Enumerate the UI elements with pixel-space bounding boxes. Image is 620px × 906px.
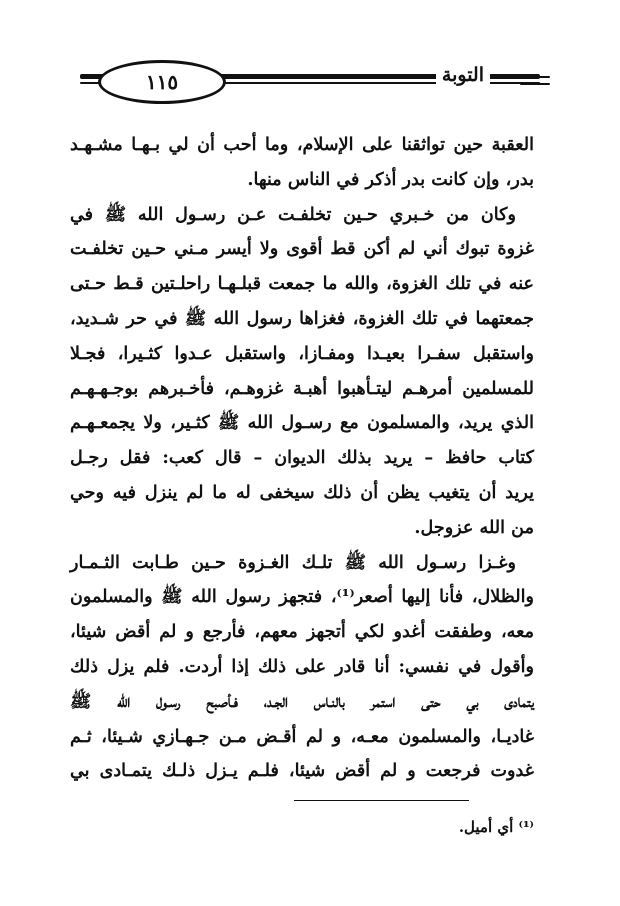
- text-line: جمعتهما في تلك الغزوة، فغزاها رسول الله ﷺ في حر شـديد،: [70, 307, 534, 329]
- footnote: ⁽¹⁾ أي أميل.: [458, 818, 534, 836]
- body-text: [70, 128, 534, 789]
- text-line: واستقبل سفـرا بعيـدا ومفـازا، واستقبل عـدوا كثـيرا، فجـلا: [70, 342, 534, 364]
- chapter-title: التوبة: [436, 64, 490, 86]
- text-line: والظلال، فأنا إليها أصعر⁽¹⁾، فتجهز رسول الله ﷺ والمسلمون: [70, 586, 534, 608]
- text-line: غاديـا، والمسلمون معـه، و لم أقـض مـن جـهـازي شـيئا، ثـم: [70, 725, 534, 747]
- text-line: العقبة حين تواثقنا على الإسلام، وما أحب أن لي بـهـا مشـهـد: [70, 134, 534, 155]
- text-line: للمسلمين أمرهـم ليتـأهبوا أهبـة غزوهـم، فأخـبرهم بوجـهـهـم: [70, 377, 534, 399]
- text-line: من الله عزوجل.: [414, 516, 534, 538]
- text-line: وغـزا رسـول الله ﷺ تلـك الغـزوة حـين طـابت الثـمـار: [70, 551, 516, 573]
- header-ornament-line: [520, 76, 550, 78]
- text-line: يتمادى بي حتى استمر بالنـاس الجـد، فـأصبح رسـول الله ﷺ: [70, 690, 534, 712]
- header-ornament-line: [520, 83, 550, 85]
- text-line: عنه في تلك الغزوة، والله ما جمعت قبلـهـا راحلـتين قـط حـتى: [70, 273, 534, 295]
- text-line: وكان من خـبري حـين تخلفـت عـن رسـول الله ﷺ في: [70, 203, 516, 225]
- text-line: الذي يريد، والمسلمون مع رسـول الله ﷺ كثـير، ولا يجمعـهـم: [70, 412, 534, 434]
- page-number: ١١٥: [145, 70, 179, 94]
- text-line: بدر، وإن كانت بدر أذكر في الناس منها.: [247, 168, 534, 190]
- page-header: [80, 60, 550, 100]
- text-line: معه، وطفقت أغدو لكي أتجهز معهم، فأرجع و لم أقض شيئا،: [70, 621, 534, 643]
- text-line: وأقول في نفسي: أنا قادر على ذلك إذا أردت. فلم يزل ذلك: [70, 655, 534, 677]
- text-line: يريد أن يتغيب يظن أن ذلك سيخفى له ما لم ينزل فيه وحي: [70, 481, 534, 503]
- footnote-separator: [294, 800, 469, 801]
- page-number-oval: [98, 60, 226, 104]
- text-line: غزوة تبوك أني لم أكن قط أقوى ولا أيسر مـني حـين تخلفـت: [70, 238, 534, 260]
- text-line: غدوت فرجعت و لم أقض شيئا، فلـم يـزل ذلـك يتمـادى بي: [70, 760, 534, 782]
- text-line: كتاب حافظ – يريد بذلك الديوان – قال كعب: فقل رجـل: [70, 447, 534, 469]
